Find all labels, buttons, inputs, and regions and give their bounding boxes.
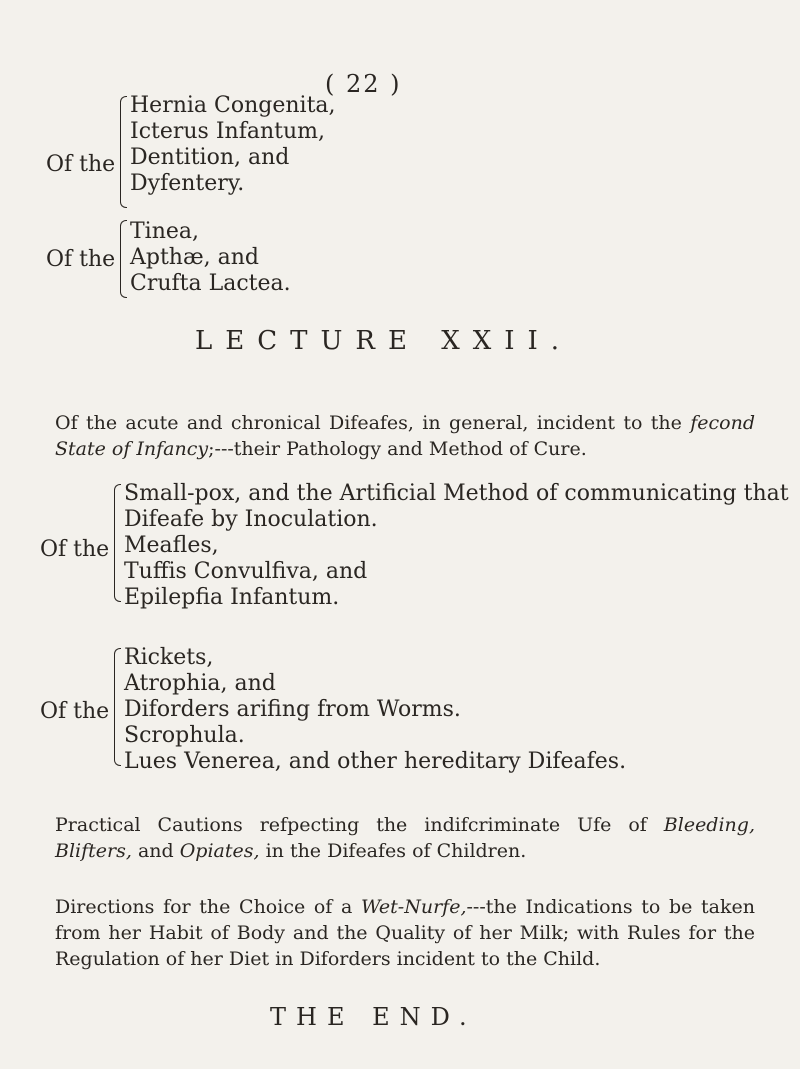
group-3-item: Meafles, [124, 533, 219, 558]
group-4-label: Of the [40, 699, 110, 724]
cautions-italic-1: Bleeding, Blifters, [55, 814, 755, 862]
group-2-label: Of the [46, 247, 116, 272]
directions-italic: Wet-Nurfe, [360, 896, 467, 918]
group-1-item: Dyfentery. [130, 171, 245, 196]
group-3-item: Epilepfia Infantum. [124, 585, 340, 610]
group-1-item: Icterus Infantum, [130, 119, 325, 144]
group-3-brace [114, 484, 121, 602]
directions-paragraph [55, 894, 755, 972]
group-1-brace [120, 96, 127, 208]
lecture-heading: LECTURE XXII. [195, 326, 573, 356]
group-1-item: Dentition, and [130, 145, 290, 170]
group-2-item: Apthæ, and [130, 245, 260, 270]
intro-paragraph [55, 410, 755, 462]
group-2-item: Crufta Lactea. [130, 271, 291, 296]
intro-italic: fecond State of Infancy [55, 412, 755, 460]
group-4-item: Lues Venerea, and other hereditary Difeafes. [124, 749, 627, 774]
intro-text-end: ;---their Pathology and Method of Cure. [208, 438, 587, 460]
group-3-item: Difeafe by Inoculation. [124, 507, 378, 532]
page-number: ( 22 ) [325, 70, 402, 98]
directions-text-end: ---the Indications to be taken from her Habit of Body and the Quality of her Milk; with Rules for the Regulation of her Diet in Diforders incident to the Child. [55, 896, 755, 970]
group-3-label: Of the [40, 537, 110, 562]
group-1-label: Of the [46, 152, 116, 177]
directions-text: Directions for the Choice of a [55, 896, 361, 918]
group-2-item: Tinea, [130, 219, 200, 244]
group-4-item: Scrophula. [124, 723, 245, 748]
group-2-brace [120, 220, 127, 298]
group-4-item: Atrophia, and [124, 671, 276, 696]
cautions-text-end: in the Difeafes of Children. [259, 840, 527, 862]
group-1-item: Hernia Congenita, [130, 93, 336, 118]
group-3-item: Tuffis Convulfiva, and [124, 559, 368, 584]
group-4-item: Rickets, [124, 645, 214, 670]
cautions-italic-2: Opiates, [179, 840, 260, 862]
intro-text: Of the acute and chronical Difeafes, in general, incident to the [55, 412, 691, 434]
cautions-paragraph [55, 812, 755, 864]
group-4-brace [114, 648, 121, 766]
the-end: THE END. [270, 1003, 477, 1031]
cautions-text: Practical Cautions refpecting the indifcriminate Ufe of [55, 814, 664, 836]
cautions-text-mid: and [131, 840, 180, 862]
group-3-item: Small-pox, and the Artificial Method of communicating that [124, 481, 789, 506]
group-4-item: Diforders arifing from Worms. [124, 697, 461, 722]
